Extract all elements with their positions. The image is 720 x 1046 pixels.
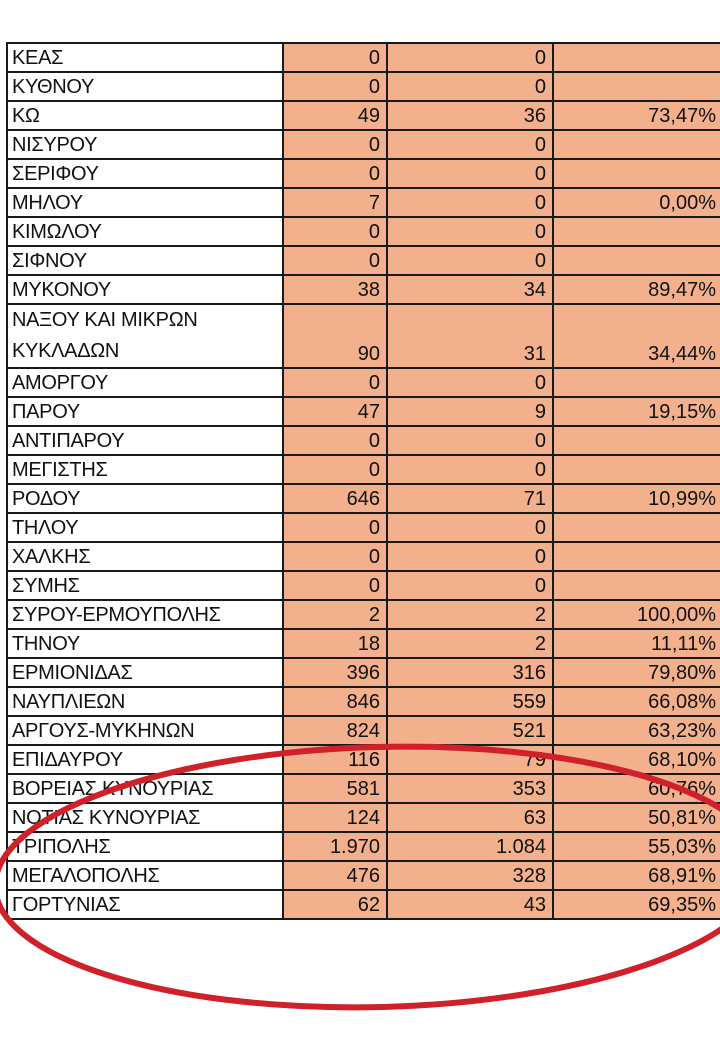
percentage-cell: 66,08% (553, 687, 720, 716)
table-body (7, 43, 720, 919)
value-a-cell: 47 (283, 397, 387, 426)
municipality-name-cell: ΝΟΤΙΑΣ ΚΥΝΟΥΡΙΑΣ (7, 803, 283, 832)
municipality-name-cell: ΧΑΛΚΗΣ (7, 542, 283, 571)
value-a-cell: 0 (283, 159, 387, 188)
percentage-cell (553, 513, 720, 542)
percentage-cell: 60,76% (553, 774, 720, 803)
municipality-name-cell: ΑΝΤΙΠΑΡΟΥ (7, 426, 283, 455)
table-row (7, 101, 720, 130)
value-a-cell: 0 (283, 217, 387, 246)
percentage-cell (553, 246, 720, 275)
value-b-cell: 1.084 (387, 832, 553, 861)
value-b-cell: 316 (387, 658, 553, 687)
value-b-cell: 0 (387, 542, 553, 571)
table-row (7, 130, 720, 159)
value-a-cell: 124 (283, 803, 387, 832)
value-b-cell: 0 (387, 455, 553, 484)
value-b-cell: 559 (387, 687, 553, 716)
value-b-cell: 0 (387, 72, 553, 101)
value-a-cell: 0 (283, 72, 387, 101)
percentage-cell (553, 43, 720, 72)
percentage-cell (553, 542, 720, 571)
value-b-cell: 521 (387, 716, 553, 745)
municipality-name-cell: ΚΩ (7, 101, 283, 130)
value-a-cell: 0 (283, 426, 387, 455)
value-a-cell: 0 (283, 43, 387, 72)
municipality-name-cell: ΣΥΡΟΥ-ΕΡΜΟΥΠΟΛΗΣ (7, 600, 283, 629)
table-row (7, 774, 720, 803)
municipality-name-cell: ΑΜΟΡΓΟΥ (7, 368, 283, 397)
municipality-name-cell: ΤΡΙΠΟΛΗΣ (7, 832, 283, 861)
value-b-cell: 79 (387, 745, 553, 774)
value-b-cell: 43 (387, 890, 553, 919)
municipality-name-cell: ΡΟΔΟΥ (7, 484, 283, 513)
value-b-cell: 63 (387, 803, 553, 832)
municipality-name-cell: ΝΑΞΟΥ ΚΑΙ ΜΙΚΡΩΝ ΚΥΚΛΑΔΩΝ (7, 304, 283, 368)
municipality-name-cell: ΝΙΣΥΡΟΥ (7, 130, 283, 159)
municipality-name-cell: ΕΠΙΔΑΥΡΟΥ (7, 745, 283, 774)
value-a-cell: 49 (283, 101, 387, 130)
percentage-cell (553, 368, 720, 397)
table-row (7, 629, 720, 658)
percentage-cell: 11,11% (553, 629, 720, 658)
percentage-cell (553, 159, 720, 188)
value-b-cell: 0 (387, 368, 553, 397)
municipality-name-cell: ΣΙΦΝΟΥ (7, 246, 283, 275)
table-row (7, 658, 720, 687)
municipality-name-cell: ΤΗΝΟΥ (7, 629, 283, 658)
value-a-cell: 2 (283, 600, 387, 629)
value-b-cell: 0 (387, 246, 553, 275)
value-b-cell: 0 (387, 43, 553, 72)
municipality-name-cell: ΤΗΛΟΥ (7, 513, 283, 542)
value-b-cell: 2 (387, 600, 553, 629)
table-row (7, 368, 720, 397)
value-a-cell: 18 (283, 629, 387, 658)
percentage-cell (553, 571, 720, 600)
value-a-cell: 0 (283, 542, 387, 571)
table-row (7, 455, 720, 484)
table-row (7, 803, 720, 832)
value-b-cell: 31 (387, 304, 553, 368)
municipality-name-cell: ΝΑΥΠΛΙΕΩΝ (7, 687, 283, 716)
table-row (7, 217, 720, 246)
value-b-cell: 0 (387, 571, 553, 600)
percentage-cell: 69,35% (553, 890, 720, 919)
percentage-cell: 19,15% (553, 397, 720, 426)
value-a-cell: 0 (283, 130, 387, 159)
table-row (7, 304, 720, 368)
value-b-cell: 9 (387, 397, 553, 426)
percentage-cell: 68,10% (553, 745, 720, 774)
percentage-cell: 50,81% (553, 803, 720, 832)
value-a-cell: 0 (283, 455, 387, 484)
percentage-cell: 63,23% (553, 716, 720, 745)
municipality-name-cell: ΣΥΜΗΣ (7, 571, 283, 600)
table-row (7, 275, 720, 304)
value-a-cell: 62 (283, 890, 387, 919)
value-a-cell: 90 (283, 304, 387, 368)
value-a-cell: 824 (283, 716, 387, 745)
data-table-wrapper (6, 42, 720, 920)
value-b-cell: 0 (387, 513, 553, 542)
table-row (7, 716, 720, 745)
percentage-cell (553, 72, 720, 101)
value-a-cell: 0 (283, 513, 387, 542)
value-b-cell: 34 (387, 275, 553, 304)
municipality-name-cell: ΜΕΓΑΛΟΠΟΛΗΣ (7, 861, 283, 890)
table-row (7, 484, 720, 513)
value-b-cell: 36 (387, 101, 553, 130)
value-b-cell: 0 (387, 188, 553, 217)
percentage-cell (553, 217, 720, 246)
value-a-cell: 7 (283, 188, 387, 217)
table-row (7, 246, 720, 275)
value-a-cell: 646 (283, 484, 387, 513)
data-table (6, 42, 720, 920)
value-b-cell: 2 (387, 629, 553, 658)
table-row (7, 861, 720, 890)
table-row (7, 513, 720, 542)
value-b-cell: 353 (387, 774, 553, 803)
municipality-name-cell: ΚΥΘΝΟΥ (7, 72, 283, 101)
value-b-cell: 0 (387, 217, 553, 246)
municipality-name-cell: ΠΑΡΟΥ (7, 397, 283, 426)
value-a-cell: 581 (283, 774, 387, 803)
municipality-name-cell: ΚΙΜΩΛΟΥ (7, 217, 283, 246)
value-a-cell: 396 (283, 658, 387, 687)
percentage-cell: 55,03% (553, 832, 720, 861)
value-b-cell: 71 (387, 484, 553, 513)
municipality-name-cell: ΜΕΓΙΣΤΗΣ (7, 455, 283, 484)
value-a-cell: 0 (283, 368, 387, 397)
table-row (7, 600, 720, 629)
value-a-cell: 846 (283, 687, 387, 716)
value-b-cell: 328 (387, 861, 553, 890)
percentage-cell: 89,47% (553, 275, 720, 304)
percentage-cell: 100,00% (553, 600, 720, 629)
percentage-cell (553, 130, 720, 159)
table-row (7, 687, 720, 716)
municipality-name-cell: ΑΡΓΟΥΣ-ΜΥΚΗΝΩΝ (7, 716, 283, 745)
value-a-cell: 116 (283, 745, 387, 774)
value-b-cell: 0 (387, 426, 553, 455)
percentage-cell: 68,91% (553, 861, 720, 890)
municipality-name-cell: ΜΗΛΟΥ (7, 188, 283, 217)
value-b-cell: 0 (387, 130, 553, 159)
table-row (7, 188, 720, 217)
value-a-cell: 0 (283, 246, 387, 275)
percentage-cell (553, 426, 720, 455)
table-row (7, 745, 720, 774)
percentage-cell: 34,44% (553, 304, 720, 368)
municipality-name-cell: ΣΕΡΙΦΟΥ (7, 159, 283, 188)
percentage-cell: 73,47% (553, 101, 720, 130)
value-a-cell: 476 (283, 861, 387, 890)
value-a-cell: 1.970 (283, 832, 387, 861)
percentage-cell (553, 455, 720, 484)
municipality-name-cell: ΚΕΑΣ (7, 43, 283, 72)
value-a-cell: 0 (283, 571, 387, 600)
table-row (7, 426, 720, 455)
municipality-name-cell: ΓΟΡΤΥΝΙΑΣ (7, 890, 283, 919)
table-row (7, 43, 720, 72)
municipality-name-cell: ΒΟΡΕΙΑΣ ΚΥΝΟΥΡΙΑΣ (7, 774, 283, 803)
table-row (7, 159, 720, 188)
value-a-cell: 38 (283, 275, 387, 304)
percentage-cell: 0,00% (553, 188, 720, 217)
table-row (7, 832, 720, 861)
percentage-cell: 10,99% (553, 484, 720, 513)
table-row (7, 397, 720, 426)
table-row (7, 72, 720, 101)
table-row (7, 890, 720, 919)
municipality-name-cell: ΕΡΜΙΟΝΙΔΑΣ (7, 658, 283, 687)
percentage-cell: 79,80% (553, 658, 720, 687)
value-b-cell: 0 (387, 159, 553, 188)
table-row (7, 571, 720, 600)
municipality-name-cell: ΜΥΚΟΝΟΥ (7, 275, 283, 304)
table-row (7, 542, 720, 571)
